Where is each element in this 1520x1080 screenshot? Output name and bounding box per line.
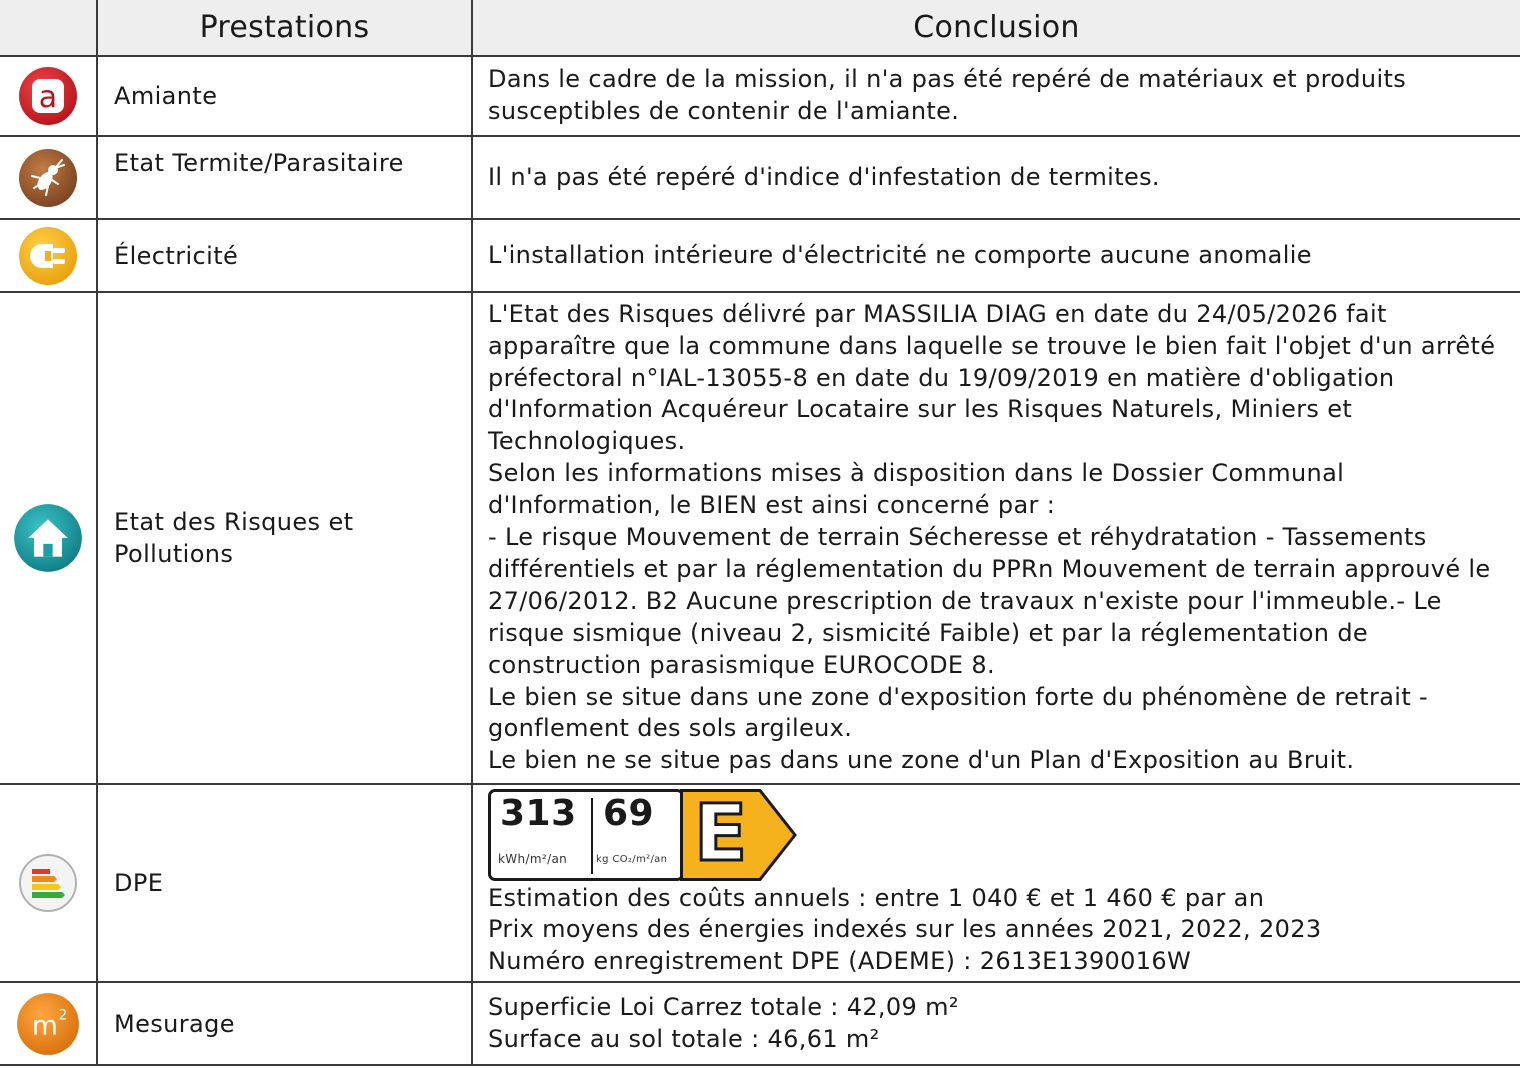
conclusion-paragraph: Le bien se situe dans une zone d'exposition forte du phénomène de retrait - gonflement des sols argileux. bbox=[488, 682, 1429, 743]
dpe-label bbox=[488, 789, 800, 881]
row-label-mesurage: Mesurage bbox=[97, 982, 472, 1065]
row-label-amiante: Amiante bbox=[97, 56, 472, 136]
dpe-cost-estimate: Estimation des coûts annuels : entre 1 040 € et 1 460 € par an bbox=[488, 883, 1265, 912]
row-conclusion-amiante bbox=[472, 56, 1520, 136]
termite-icon bbox=[18, 148, 78, 208]
dpe-energy-value: 313 bbox=[500, 792, 577, 834]
conclusion-text: Dans le cadre de la mission, il n'a pas été repéré de matériaux et produits susceptibles de contenir de l'amiante. bbox=[488, 65, 1407, 125]
m2-surface-icon bbox=[18, 994, 78, 1054]
table-row-mesurage bbox=[0, 982, 1520, 1065]
amiante-icon bbox=[18, 66, 78, 126]
dpe-energy-icon bbox=[18, 853, 78, 913]
table-row-risques bbox=[0, 292, 1520, 784]
surface-carrez: Superficie Loi Carrez totale : 42,09 m² bbox=[488, 992, 959, 1021]
house-icon bbox=[18, 508, 78, 568]
table-row-electricite bbox=[0, 219, 1520, 292]
conclusion-paragraph: Selon les informations mises à disposition dans le Dossier Communal d'Information, le BIEN est ainsi concerné par : bbox=[488, 459, 1345, 520]
row-conclusion-mesurage bbox=[472, 982, 1520, 1065]
dpe-separator bbox=[591, 798, 593, 874]
header-conclusion: Conclusion bbox=[472, 0, 1520, 56]
row-label-electricite: Électricité bbox=[97, 219, 472, 292]
conclusion-text: L'installation intérieure d'électricité ne comporte aucune anomalie bbox=[488, 240, 1312, 269]
dpe-registration-number: Numéro enregistrement DPE (ADEME) : 2613E1390016W bbox=[488, 946, 1192, 975]
row-label-dpe: DPE bbox=[97, 784, 472, 982]
table-row-termite bbox=[0, 136, 1520, 219]
dpe-class-letter: E bbox=[694, 788, 748, 879]
dpe-price-years: Prix moyens des énergies indexés sur les années 2021, 2022, 2023 bbox=[488, 915, 1322, 944]
svg-text:a: a bbox=[38, 80, 58, 115]
dpe-ges-value: 69 bbox=[603, 792, 655, 834]
header-prestations: Prestations bbox=[97, 0, 472, 56]
conclusion-paragraph: Le bien ne se situe pas dans une zone d'un Plan d'Exposition au Bruit. bbox=[488, 746, 1355, 775]
row-conclusion-risques bbox=[472, 292, 1520, 784]
row-conclusion-electricite bbox=[472, 219, 1520, 292]
svg-text:m: m bbox=[31, 1010, 58, 1042]
conclusion-paragraph: - Le risque Mouvement de terrain Sécheresse et réhydratation - Tassements différentiels et par la réglementation du PPRn Mouvement de terrain approuvé le 27/06/2012. B2 Aucune prescription de travaux n'existe pour l'immeuble.- Le risque sismique (niveau 2, sismicité Faible) et par la réglementation de construction parasismique EUROCODE 8. bbox=[488, 523, 1491, 679]
table-header-row bbox=[0, 0, 1520, 56]
conclusion-text: Il n'a pas été repéré d'indice d'infestation de termites. bbox=[488, 162, 1160, 191]
row-label-termite: Etat Termite/Parasitaire bbox=[97, 136, 472, 219]
row-label-risques: Etat des Risques et Pollutions bbox=[97, 292, 472, 784]
table-row-amiante bbox=[0, 56, 1520, 136]
dpe-values-box bbox=[488, 789, 684, 881]
surface-sol: Surface au sol totale : 46,61 m² bbox=[488, 1024, 880, 1053]
table-row-dpe bbox=[0, 784, 1520, 982]
dpe-ges-unit: kg CO₂/m²/an bbox=[596, 853, 668, 865]
header-icon-cell bbox=[0, 0, 97, 56]
row-conclusion-termite bbox=[472, 136, 1520, 219]
electricity-plug-icon bbox=[18, 226, 78, 286]
dpe-energy-unit: kWh/m²/an bbox=[498, 851, 568, 866]
svg-text:2: 2 bbox=[58, 1007, 68, 1024]
row-conclusion-dpe bbox=[472, 784, 1520, 982]
conclusion-paragraph: L'Etat des Risques délivré par MASSILIA DIAG en date du 24/05/2026 fait apparaître que la commune dans laquelle se trouve le bien fait l'objet d'un arrêté préfectoral n°IAL-13055-8 en date du 19/09/2019 en matière d'obligation d'Information Acquéreur Locataire sur les Risques Naturels, Miniers et Technologiques. bbox=[488, 299, 1496, 456]
